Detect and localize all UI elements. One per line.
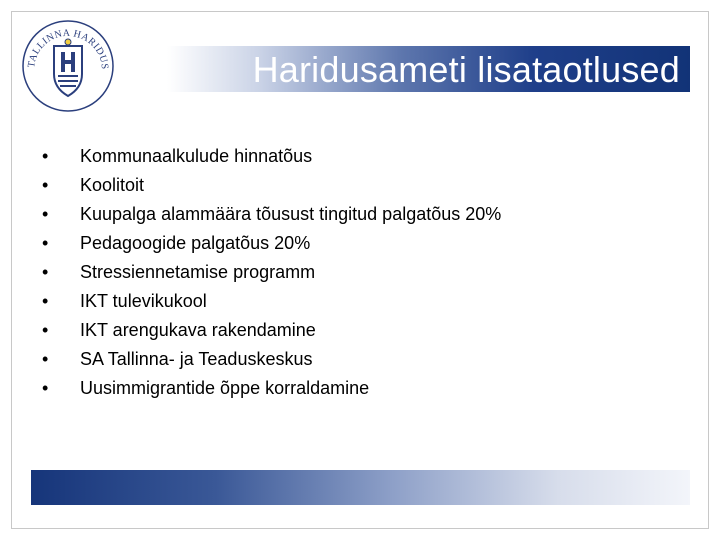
footer-bar xyxy=(31,470,690,505)
list-item xyxy=(42,345,501,374)
list-item-text: Stressiennetamise programm xyxy=(80,262,316,282)
list-item-text: SA Tallinna- ja Teaduskeskus xyxy=(80,349,313,369)
bullet-list xyxy=(42,142,501,403)
list-item-text: Uusimmigrantide õppe korraldamine xyxy=(80,378,370,398)
title-bar xyxy=(167,46,690,92)
seal-svg xyxy=(20,18,116,114)
list-item-text: Kuupalga alammäära tõusust tingitud palgatõus 20% xyxy=(80,204,502,224)
shield-crown xyxy=(65,39,71,45)
list-item xyxy=(42,258,501,287)
slide xyxy=(11,11,709,529)
list-item-text: Pedagoogide palgatõus 20% xyxy=(80,233,311,253)
shield-icon xyxy=(54,46,82,96)
bullet-icon: • xyxy=(42,204,49,224)
list-item xyxy=(42,229,501,258)
bullet-icon: • xyxy=(42,291,49,311)
list-item xyxy=(42,171,501,200)
list-item xyxy=(42,287,501,316)
list-item xyxy=(42,374,501,403)
tallinna-haridusamet-seal-icon xyxy=(20,18,116,114)
list-item-text: IKT arengukava rakendamine xyxy=(80,320,316,340)
shield-crossbar xyxy=(61,60,75,64)
list-item-text: Kommunaalkulude hinnatõus xyxy=(80,146,313,166)
bullet-icon: • xyxy=(42,146,49,166)
list-item xyxy=(42,142,501,171)
list-item-text: Koolitoit xyxy=(80,175,145,195)
seal-text: TALLINNA HARIDUS xyxy=(26,27,111,71)
page-title: Haridusameti lisataotlused xyxy=(252,49,680,90)
bullet-icon: • xyxy=(42,378,49,398)
list-item-text: IKT tulevikukool xyxy=(80,291,207,311)
bullet-icon: • xyxy=(42,349,49,369)
list-item xyxy=(42,316,501,345)
list-item xyxy=(42,200,501,229)
bullet-icon: • xyxy=(42,320,49,340)
bullet-icon: • xyxy=(42,262,49,282)
bullet-icon: • xyxy=(42,175,49,195)
bullet-icon: • xyxy=(42,233,49,253)
